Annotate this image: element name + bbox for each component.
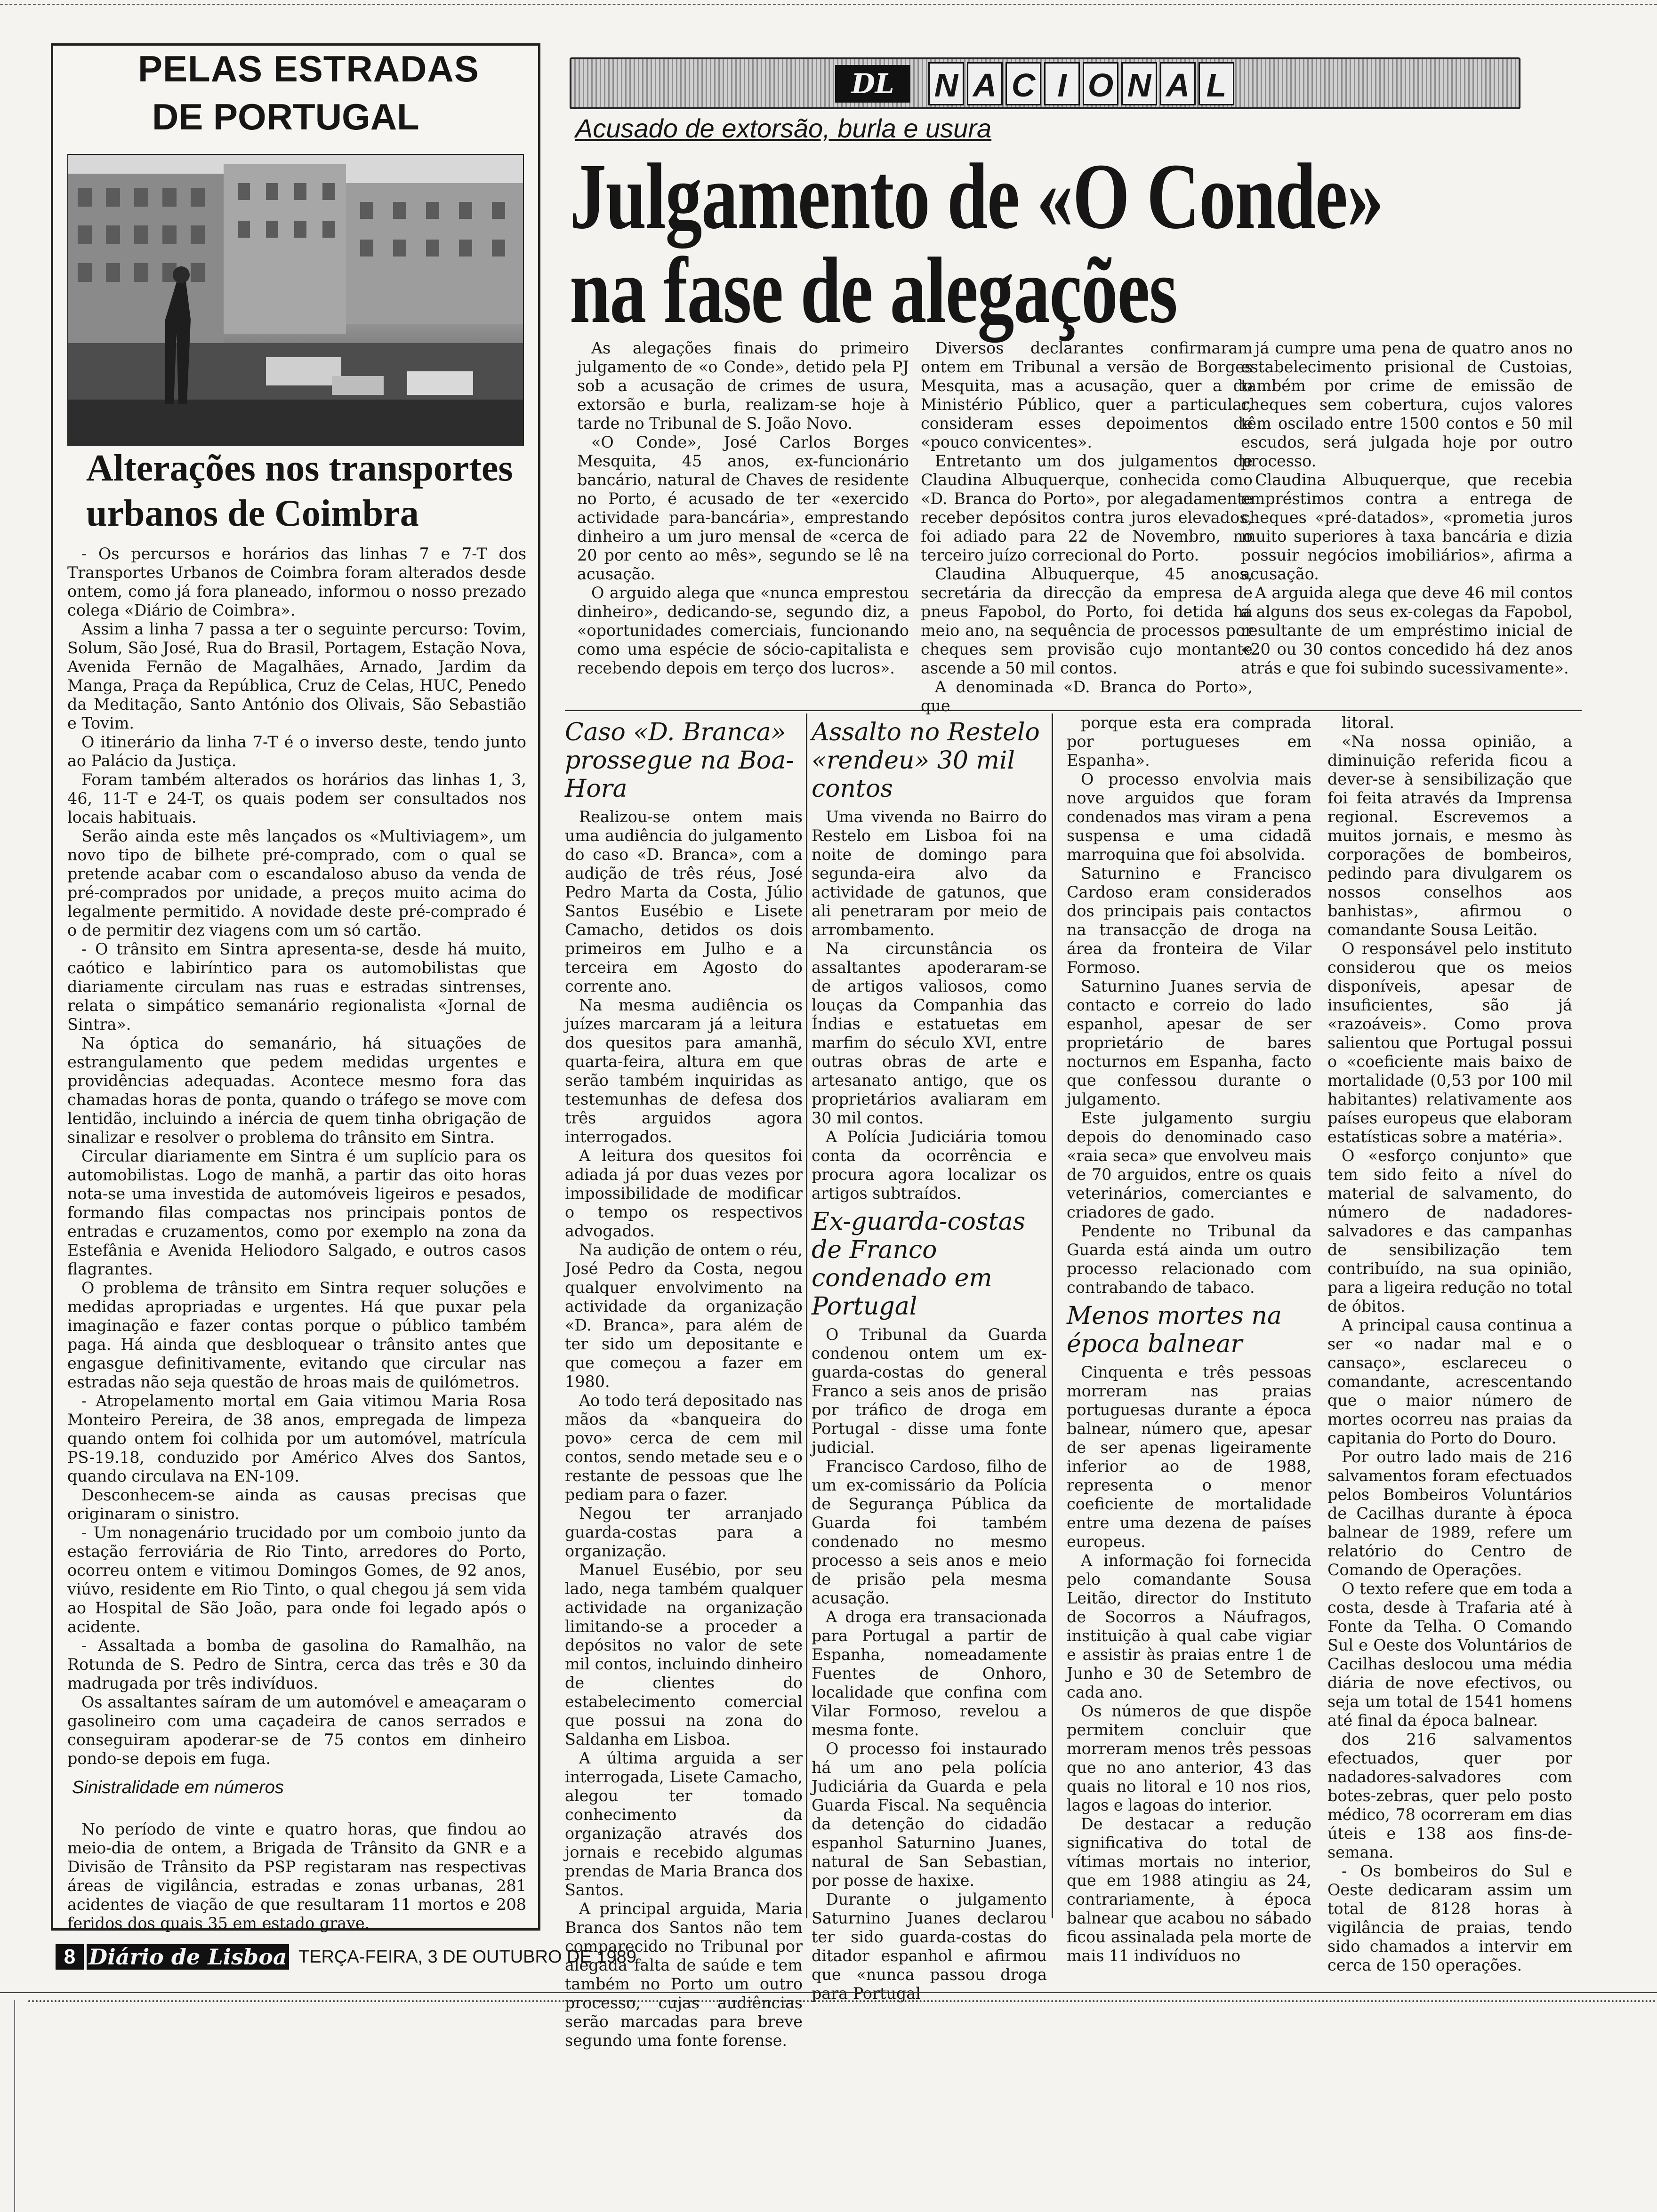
article-title-line1: Julgamento de «O Conde» [570,144,1383,248]
rubric-title-nacional [928,62,1237,105]
paragraph: - Um nonagenário trucidado por um comboio junto da estação ferroviária de Rio Tinto, arredores do Porto, ocorreu ontem e vitimou Domingos Gomes, de 92 anos, viúvo, residente em Rio Tinto, o qual chegou já sem vida ao Hospital de São João, para onde foi legado após o acidente. [67,1523,526,1636]
paragraph: Por outro lado mais de 216 salvamentos foram efectuados pelos Bombeiros Voluntários de Cacilhas durante à época balnear de 1989, refere um relatório do Centro de Comando de Operações. [1327,1448,1572,1579]
paragraph: - Atropelamento mortal em Gaia vitimou Maria Rosa Monteiro Pereira, de 38 anos, empregada de limpeza quando ontem foi colhida por um automóvel, matrícula PS-19.18, conduzido por Américo Alves dos Santos, quando circulava na EN-109. [67,1392,526,1485]
lead-column-2 [921,339,1253,715]
page-footer [56,1943,636,1971]
paragraph: A última arguida a ser interrogada, Lisete Camacho, alegou ter tomado conhecimento da organização através dos jornais e recebido algumas prendas de Maria Branca dos Santos. [565,1749,803,1899]
rubric-letter: O [1083,62,1118,105]
rubric-letter: N [928,62,964,105]
paragraph: O arguido alega que «nunca emprestou dinheiro», dedicando-se, segundo diz, a «oportunidades comerciais, funcionando como uma espécie de sócio-capitalista e recebendo depois em terço dos lucros». [577,584,909,677]
newspaper-name: Diário de Lisboa [87,1944,289,1970]
paragraph: Diversos declarantes confirmaram ontem em Tribunal a versão de Borges Mesquita, mas a acusação, quer a do Ministério Público, quer a particular, consideram esses depoimentos de «pouco convicentes». [921,339,1253,451]
article-title-line2: na fase de alegações [570,239,1177,343]
paragraph: Este julgamento surgiu depois do denominado caso «raia seca» que envolveu mais de 70 arguidos, entre os quais veterinários, comerciantes e criadores de gado. [1067,1109,1311,1221]
section-rubric [570,57,1520,109]
paragraph: A leitura dos quesitos foi adiada já por duas vezes por impossibilidade de modificar o tempo os respectivos advogados. [565,1146,803,1240]
paragraph: Na audição de ontem o réu, José Pedro da Costa, negou qualquer envolvimento na actividade da organização «D. Branca», para além de ter sido um depositante e que começou a fazer em 1980. [565,1241,803,1391]
paragraph: A droga era transacionada para Portugal a partir de Espanha, nomeadamente Fuentes de Onhoro, localidade que confina com Vilar Formoso, revelou a mesma fonte. [812,1608,1047,1739]
paragraph: «Na nossa opinião, a diminuição referida ficou a dever-se à sensibilização que foi feita através da Imprensa regional. Escrevemos a muitos jornais, e mesmo às corporações de bombeiros, pedindo para divulgarem os nossos conselhos aos banhistas», afirmou o comandante Sousa Leitão. [1327,732,1572,939]
subheading: Caso «D. Branca» prossegue na Boa-Hora [565,718,794,803]
issue-date: TERÇA-FEIRA, 3 DE OUTUBRO DE 1989 [298,1947,636,1967]
paragraph: Saturnino e Francisco Cardoso eram considerados dos principais pais contactos na transacção de droga na área da fronteira de Vilar Formoso. [1067,864,1311,977]
column-salvamentos [1327,713,1572,1975]
masthead-line2: DE PORTUGAL [152,96,419,137]
paragraph: O responsável pelo instituto considerou que os meios disponíveis, apesar de insuficientes, são já «razoáveis». Como prova salientou que Portugal possui o «coeficiente mais baixo de mortalidade (0,53 por 100 mil habitantes) relativamente aos países europeus que elaboram estatísticas sobre a matéria». [1327,939,1572,1146]
margin-rule [14,2000,17,2212]
dotted-rule [28,2000,1657,2003]
paragraph: Uma vivenda no Bairro do Restelo em Lisboa foi na noite de domingo para segunda-eira alvo da actividade de gatunos, que ali penetraram por meio de arrombamento. [812,808,1047,939]
top-rule [0,4,1657,6]
left-final-paragraph: No período de vinte e quatro horas, que findou ao meio-dia de ontem, a Brigada de Trânsito da GNR e a Divisão de Trânsito da PSP registaram nas respectivas áreas de vigilância, estradas e zonas urbanas, 281 acidentes de viação de que resultaram 11 mortos e 208 feridos dos quais 35 em estado grave. [67,1820,526,1932]
paragraph: A informação foi fornecida pelo comandante Sousa Leitão, director do Instituto de Socorros a Náufragos, instituição à qual cabe vigiar e assistir às praias entre 1 de Junho e 30 de Setembro de cada ano. [1067,1551,1311,1701]
rubric-letter: A [967,62,1003,105]
paragraph: A principal arguida, Maria Branca dos Santos não tem comparecido no Tribunal por alegada falta de saúde e tem também no Porto um outro processo, cujas audiências serão marcadas para breve segundo uma fonte forense. [565,1899,803,2050]
column-restelo [812,713,1047,2003]
paragraph: Saturnino Juanes servia de contacto e correio do lado espanhol, apesar de ser proprietário de bares nocturnos em Espanha, facto que confessou durante o julgamento. [1067,977,1311,1108]
article-title [570,144,1383,343]
paragraph: Francisco Cardoso, filho de um ex-comissário da Polícia de Segurança Pública da Guarda foi também condenado no mesmo processo a seis anos e meio de prisão pela mesma acusação. [812,1457,1047,1607]
paragraph: A principal causa continua a ser «o nadar mal e o cansaço», esclareceu o comandante, acrescentando que o maior número de mortes ocorreu nas praias da capitania do Porto do Douro. [1327,1316,1572,1447]
rubric-letter: A [1160,62,1196,105]
paragraph: já cumpre uma pena de quatro anos no estabelecimento prisional de Custoias, também por crime de emissão de cheques sem cobertura, cujos valores têm oscilado entre 1500 contos e 50 mil escudos, será julgada hoje por outro processo. [1241,339,1573,470]
paragraph: Negou ter arranjado guarda-costas para a organização. [565,1504,803,1560]
paragraph: A arguida alega que deve 46 mil contos a alguns dos seus ex-colegas da Fapobol, resultante de um empréstimo inicial de «20 ou 30 contos concedido há dez anos atrás e que foi subindo sucessivamente». [1241,584,1573,677]
paragraph: Os assaltantes saíram de um automóvel e ameaçaram o gasolineiro com uma caçadeira de canos serrados e conseguiram apoderar-se de 75 contos em dinheiro pondo-se depois em fuga. [67,1693,526,1768]
paragraph: Entretanto um dos julgamentos de Claudina Albuquerque, conhecida como «D. Branca do Porto», por alegadamente receber depósitos contra juros elevados, foi adiado para 22 de Novembro, no terceiro juízo correcional do Porto. [921,452,1253,564]
lead-column-3 [1241,339,1573,678]
street-photo [67,154,524,446]
paragraph: Ao todo terá depositado nas mãos da «banqueira do povo» cerca de cem mil contos, sendo metade seu e o restante de pessoas que lhe pediam para o fazer. [565,1391,803,1504]
paragraph: O texto refere que em toda a costa, desde à Trafaria até à Fonte da Telha. O Comando Sul e Oeste dos Voluntários de Cacilhas deslocou uma média diária de nove efectivos, ou seja um total de 1541 homens até final da época balnear. [1327,1579,1572,1730]
paragraph: - Os percursos e horários das linhas 7 e 7-T dos Transportes Urbanos de Coimbra foram alterados desde ontem, como já fora planeado, informou o nosso prezado colega «Diário de Coimbra». [67,545,526,619]
rubric-letter: C [1005,62,1041,105]
left-headline: Alterações nos transportes urbanos de Coimbra [86,448,513,534]
subheading: Assalto no Restelo «rendeu» 30 mil contos [812,718,1040,803]
paragraph: Circular diariamente em Sintra é um suplício para os automobilistas. Logo de manhã, a partir das oito horas nota-se uma investida de automóveis ligeiros e pesados, formando filas compactas nos principais pontos de entradas e cruzamentos, como por exemplo na zona da Estefânia e Avenida Heliodoro Salgado, e outros casos flagrantes. [67,1147,526,1278]
paragraph: O problema de trânsito em Sintra requer soluções e medidas apropriadas e urgentes. Há que puxar pela imaginação e fazer contas porque o público também paga. Há ainda que desbloquear o trânsito antes que engasgue definitivamente, evitando que circular nas estradas não seja questão de hroas mais de quilómetros. [67,1279,526,1391]
paragraph: Desconhecem-se ainda as causas precisas que originaram o sinistro. [67,1486,526,1523]
dl-logo: DL [835,65,910,103]
page-number: 8 [56,1944,84,1970]
rubric-letter: N [1121,62,1157,105]
paragraph: O itinerário da linha 7-T é o inverso deste, tendo junto ao Palácio da Justiça. [67,733,526,770]
left-column-box [51,43,540,1931]
paragraph: - Os bombeiros do Sul e Oeste dedicaram assim um total de 8128 horas à vigilância de praias, tendo sido chamados a intervir em cerca de 150 operações. [1327,1862,1572,1974]
paragraph: porque esta era comprada por portugueses em Espanha». [1067,713,1311,769]
column-d-branca [565,713,803,2050]
masthead-line1: PELAS ESTRADAS [138,48,479,89]
column-praias [1067,713,1311,1965]
lead-column-1 [577,339,909,678]
paragraph: Manuel Eusébio, por seu lado, nega também qualquer actividade na organização limitando-se a proceder a depósitos no valor de sete mil contos, incluindo dinheiro de clientes do estabelecimento comercial que possui na zona do Saldanha em Lisboa. [565,1561,803,1748]
rubric-letter: L [1199,62,1234,105]
paragraph: A denominada «D. Branca do Porto», que [921,678,1253,715]
paragraph: Durante o julgamento Saturnino Juanes declarou ter sido guarda-costas do ditador espanhol e afirmou que «nunca passou droga para Portugal [812,1890,1047,2003]
paragraph: O Tribunal da Guarda condenou ontem um ex-guarda-costas do general Franco a seis anos de prisão por tráfico de droga em Portugal - disse uma fonte judicial. [812,1325,1047,1457]
paragraph: As alegações finais do primeiro julgamento de «o Conde», detido pela PJ sob a acusação de crimes de usura, extorsão e burla, realizam-se hoje à tarde no Tribunal de S. João Novo. [577,339,909,433]
subheading: Menos mortes na época balnear [1067,1302,1282,1358]
paragraph: Os números de que dispõe permitem concluir que morreram menos três pessoas que no ano anterior, 43 das quais no litoral e 10 nos rios, lagos e lagoas do interior. [1067,1702,1311,1814]
paragraph: Na circunstância os assaltantes apoderaram-se de artigos valiosos, como louças da Companhia das Índias e estatuetas em marfim do século XVI, entre outras obras de arte e artesanato antigo, que os proprietários avaliaram em 30 mil contos. [812,939,1047,1127]
left-subhead: Sinistralidade em números [72,1778,284,1797]
column-rule [806,713,807,1918]
paragraph: «O Conde», José Carlos Borges Mesquita, 45 anos, ex-funcionário bancário, natural de Chaves de residente no Porto, é acusado de ter «exercido actividade para-bancária», emprestando dinheiro a um juro mensal de «cerca de 20 por cento ao mês», segundo se lê na acusação. [577,433,909,583]
article-kicker: Acusado de extorsão, burla e usura [575,113,992,143]
paragraph: - Assaltada a bomba de gasolina do Ramalhão, na Rotunda de S. Pedro de Sintra, cerca das três e 30 da madrugada por três indivíduos. [67,1636,526,1692]
column-rule [1052,713,1053,1918]
paragraph: Na mesma audiência os juízes marcaram já a leitura dos quesitos para amanhã, quarta-feira, altura em que serão também inquiridas as testemunhas de defesa dos três arguidos agora interrogados. [565,996,803,1146]
left-body-text [67,545,526,1768]
paragraph: O processo envolvia mais nove arguidos que foram condenados mas viram a pena suspensa e uma cidadã marroquina que foi absolvida. [1067,770,1311,864]
section-masthead [138,46,479,154]
paragraph: Claudina Albuquerque, que recebia empréstimos contra a entrega de cheques «pré-datados», «prometia juros muito superiores à taxa bancária e dizia possuir negócios imobiliários», afirma a acusação. [1241,471,1573,583]
paragraph: Na óptica do semanário, há situações de estrangulamento que pedem medidas urgentes e providências adequadas. Acontece mesmo fora das chamadas horas de ponta, quando o tráfego se move com lentidão, incluindo a inércia de quem tinha obrigação de sinalizar e resolver o problema do trânsito em Sintra. [67,1034,526,1146]
section-divider [565,710,1582,711]
paragraph: Assim a linha 7 passa a ter o seguinte percurso: Tovim, Solum, São José, Rua do Brasil, Portagem, Estação Nova, Avenida Fernão de Magalhães, Arnado, Jardim da Manga, Praça da República, Cruz de Celas, HUC, Penedo da Meditação, Santo António dos Olivais, São Sebastião e Tovim. [67,620,526,732]
rubric-letter: I [1044,62,1080,105]
paragraph: Claudina Albuquerque, 45 anos, secretária da direcção da empresa de pneus Fapobol, do Porto, foi detida há meio ano, na sequência de processos por cheques sem provisão cujo montante ascende a 50 mil contos. [921,565,1253,677]
paragraph: De destacar a redução significativa do total de vítimas mortais no interior, que em 1988 atingiu as 24, contrariamente, à época balnear que acabou no sábado ficou assinalada pela morte de mais 11 indivíduos no [1067,1815,1311,1965]
paragraph: Realizou-se ontem mais uma audiência do julgamento do caso «D. Branca», com a audição de três réus, José Pedro Marta da Costa, Júlio Santos Eusébio e Lisete Camacho, detidos os dois primeiros em Julho e a terceira em Agosto do corrente ano. [565,808,803,995]
subheading: Ex-guarda-costas de Franco condenado em Portugal [812,1208,1026,1321]
paragraph: Serão ainda este mês lançados os «Multiviagem», um novo tipo de bilhete pré-comprado, com o qual se pretende acabar com o escandaloso abuso da venda de pré-comprados por unidade, a preços muito acima do legalmente permitido. A novidade deste pré-comprado é o de permitir dez viagens com um só cartão. [67,827,526,939]
paragraph: - O trânsito em Sintra apresenta-se, desde há muito, caótico e labiríntico para os automobilistas que diariamente circulam nas ruas e estradas sintrenses, relata o simpático semanário regionalista «Jornal de Sintra». [67,940,526,1034]
paragraph: Foram também alterados os horários das linhas 1, 3, 46, 11-T e 24-T, os quais podem ser consultados nos locais habituais. [67,770,526,826]
paragraph: A Polícia Judiciária tomou conta da ocorrência e procura agora localizar os artigos subtraídos. [812,1128,1047,1202]
paragraph: Pendente no Tribunal da Guarda está ainda um outro processo relacionado com contrabando de tabaco. [1067,1222,1311,1297]
paragraph: dos 216 salvamentos efectuados, quer por nadadores-salvadores com botes-zebras, quer pelo posto médico, 78 ocorreram em dias úteis e 138 aos fins-de-semana. [1327,1730,1572,1861]
paragraph: litoral. [1342,713,1395,732]
paragraph: O processo foi instaurado há um ano pela polícia Judiciária da Guarda e pela Guarda Fiscal. Na sequência da detenção do cidadão espanhol Saturnino Juanes, natural de San Sebastian, por posse de haxixe. [812,1739,1047,1890]
bottom-rule [0,1992,1657,1995]
paragraph: Cinquenta e três pessoas morreram nas praias portuguesas durante a época balnear, número que, apesar de ser apenas ligeiramente inferior ao de 1988, representa o menor coeficiente de mortalidade entre uma dezena de países europeus. [1067,1363,1311,1551]
paragraph: O «esforço conjunto» que tem sido feito a nível do material de salvamento, do número de nadadores-salvadores e das campanhas de sensibilização tem contribuído, na sua opinião, para a ligeira redução no total de óbitos. [1327,1146,1572,1315]
